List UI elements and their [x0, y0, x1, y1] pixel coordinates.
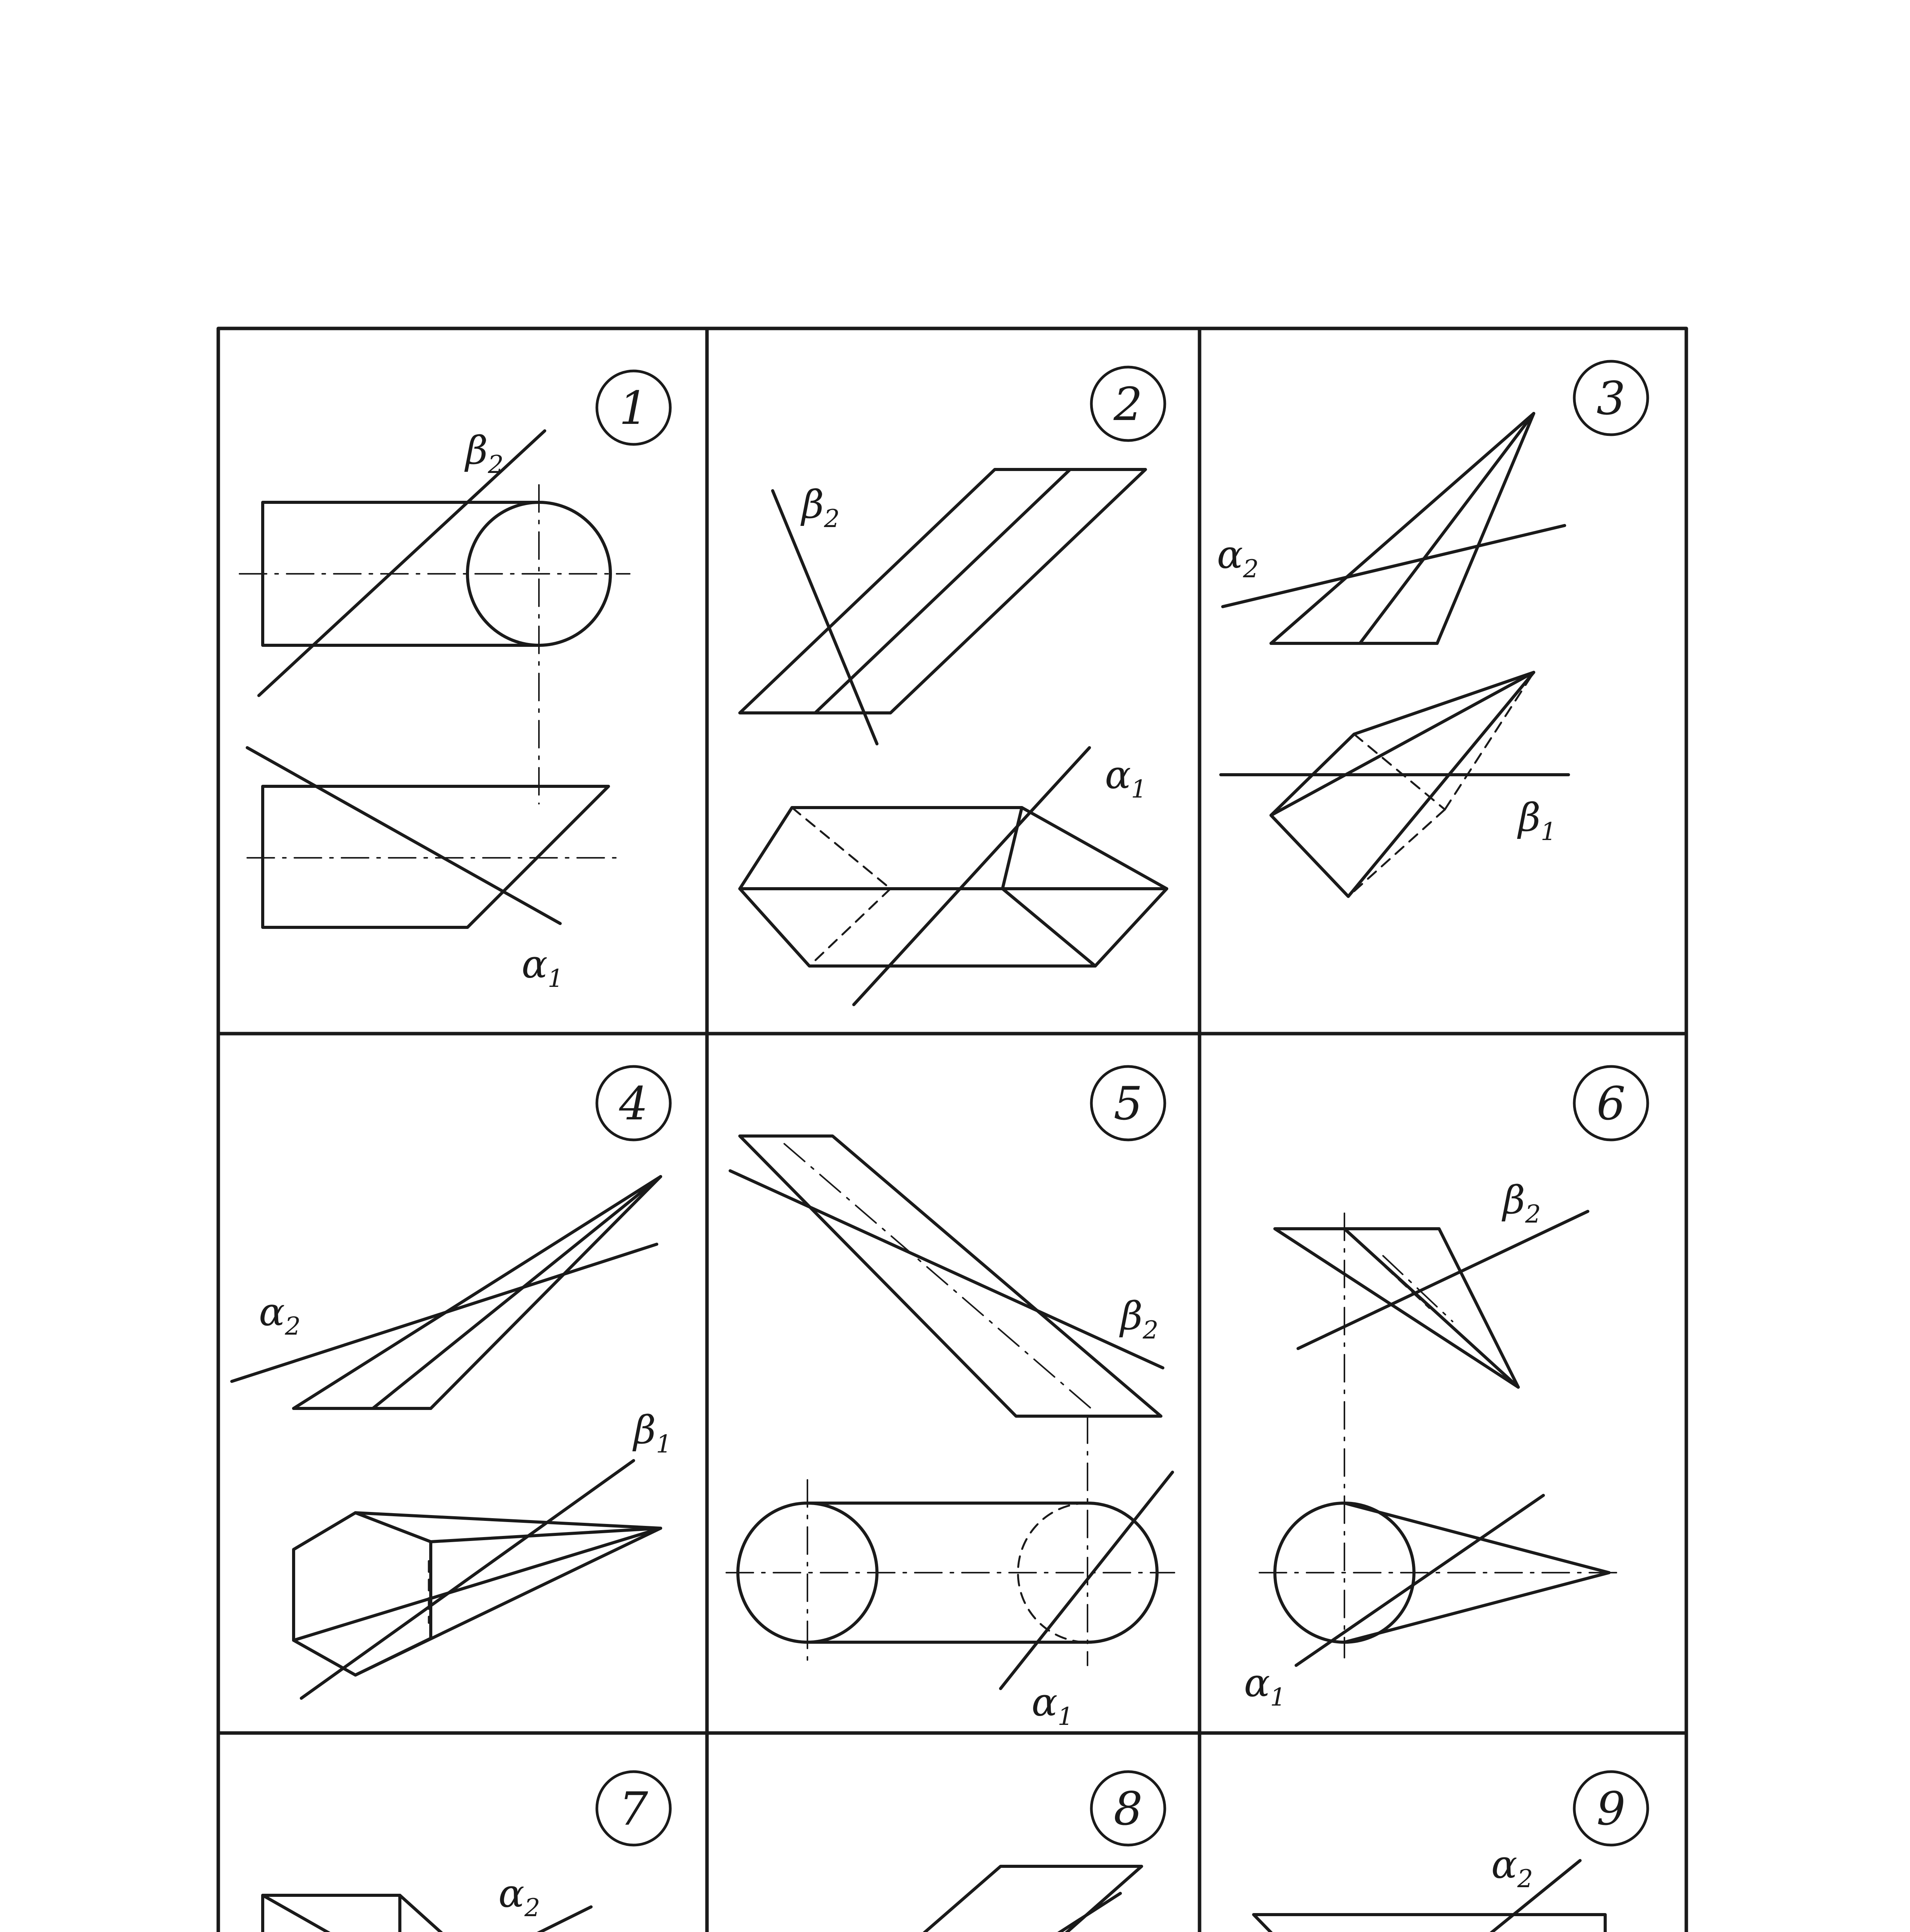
- problem-numbers: [619, 372, 1625, 1835]
- problem-number-4: 4: [619, 1077, 648, 1130]
- problem-6-drawing: [1259, 1211, 1623, 1665]
- problem-number-2: 2: [1113, 378, 1143, 431]
- plane-labels: [259, 428, 1557, 1932]
- label-alpha-2-problem-7: $\alpha_2$: [498, 1871, 540, 1922]
- problem-number-7: 7: [619, 1782, 648, 1835]
- label-alpha-2-problem-3: $\alpha_2$: [1217, 532, 1259, 583]
- label-alpha-1-problem-1: $\alpha_1$: [522, 942, 564, 993]
- label-beta-1-problem-4: $\beta_1$: [634, 1407, 672, 1459]
- problem-number-5: 5: [1113, 1077, 1143, 1130]
- problem-1-drawing: [240, 431, 630, 927]
- problem-number-8: 8: [1113, 1782, 1143, 1835]
- label-alpha-1-problem-2: $\alpha_1$: [1105, 752, 1147, 804]
- grid-frame: [218, 328, 1686, 1932]
- label-beta-1-problem-3: $\beta_1$: [1518, 795, 1557, 846]
- problem-number-6: 6: [1596, 1077, 1626, 1130]
- problem-9-drawing: [1244, 1861, 1623, 1932]
- label-alpha-2-problem-9: $\alpha_2$: [1491, 1842, 1533, 1893]
- label-alpha-1-problem-5: $\alpha_1$: [1031, 1680, 1074, 1731]
- label-alpha-2-problem-4: $\alpha_2$: [259, 1289, 301, 1341]
- problem-2-drawing: [740, 469, 1167, 1005]
- label-beta-2-problem-2: $\beta_2$: [802, 482, 840, 533]
- label-alpha-1-problem-6: $\alpha_1$: [1244, 1660, 1286, 1712]
- problem-number-1: 1: [619, 381, 648, 435]
- label-beta-2-problem-5: $\beta_2$: [1120, 1293, 1159, 1345]
- problem-number-3: 3: [1596, 372, 1626, 425]
- problem-7-drawing: [240, 1895, 636, 1932]
- problem-4-drawing: [232, 1177, 661, 1698]
- label-beta-2-problem-1: $\beta_2$: [466, 428, 504, 479]
- problem-5-drawing: [726, 1136, 1174, 1689]
- problem-3-drawing: [1221, 413, 1568, 896]
- label-beta-2-problem-6: $\beta_2$: [1503, 1177, 1541, 1229]
- problem-8-drawing: [715, 1866, 1169, 1932]
- problem-number-9: 9: [1596, 1782, 1626, 1835]
